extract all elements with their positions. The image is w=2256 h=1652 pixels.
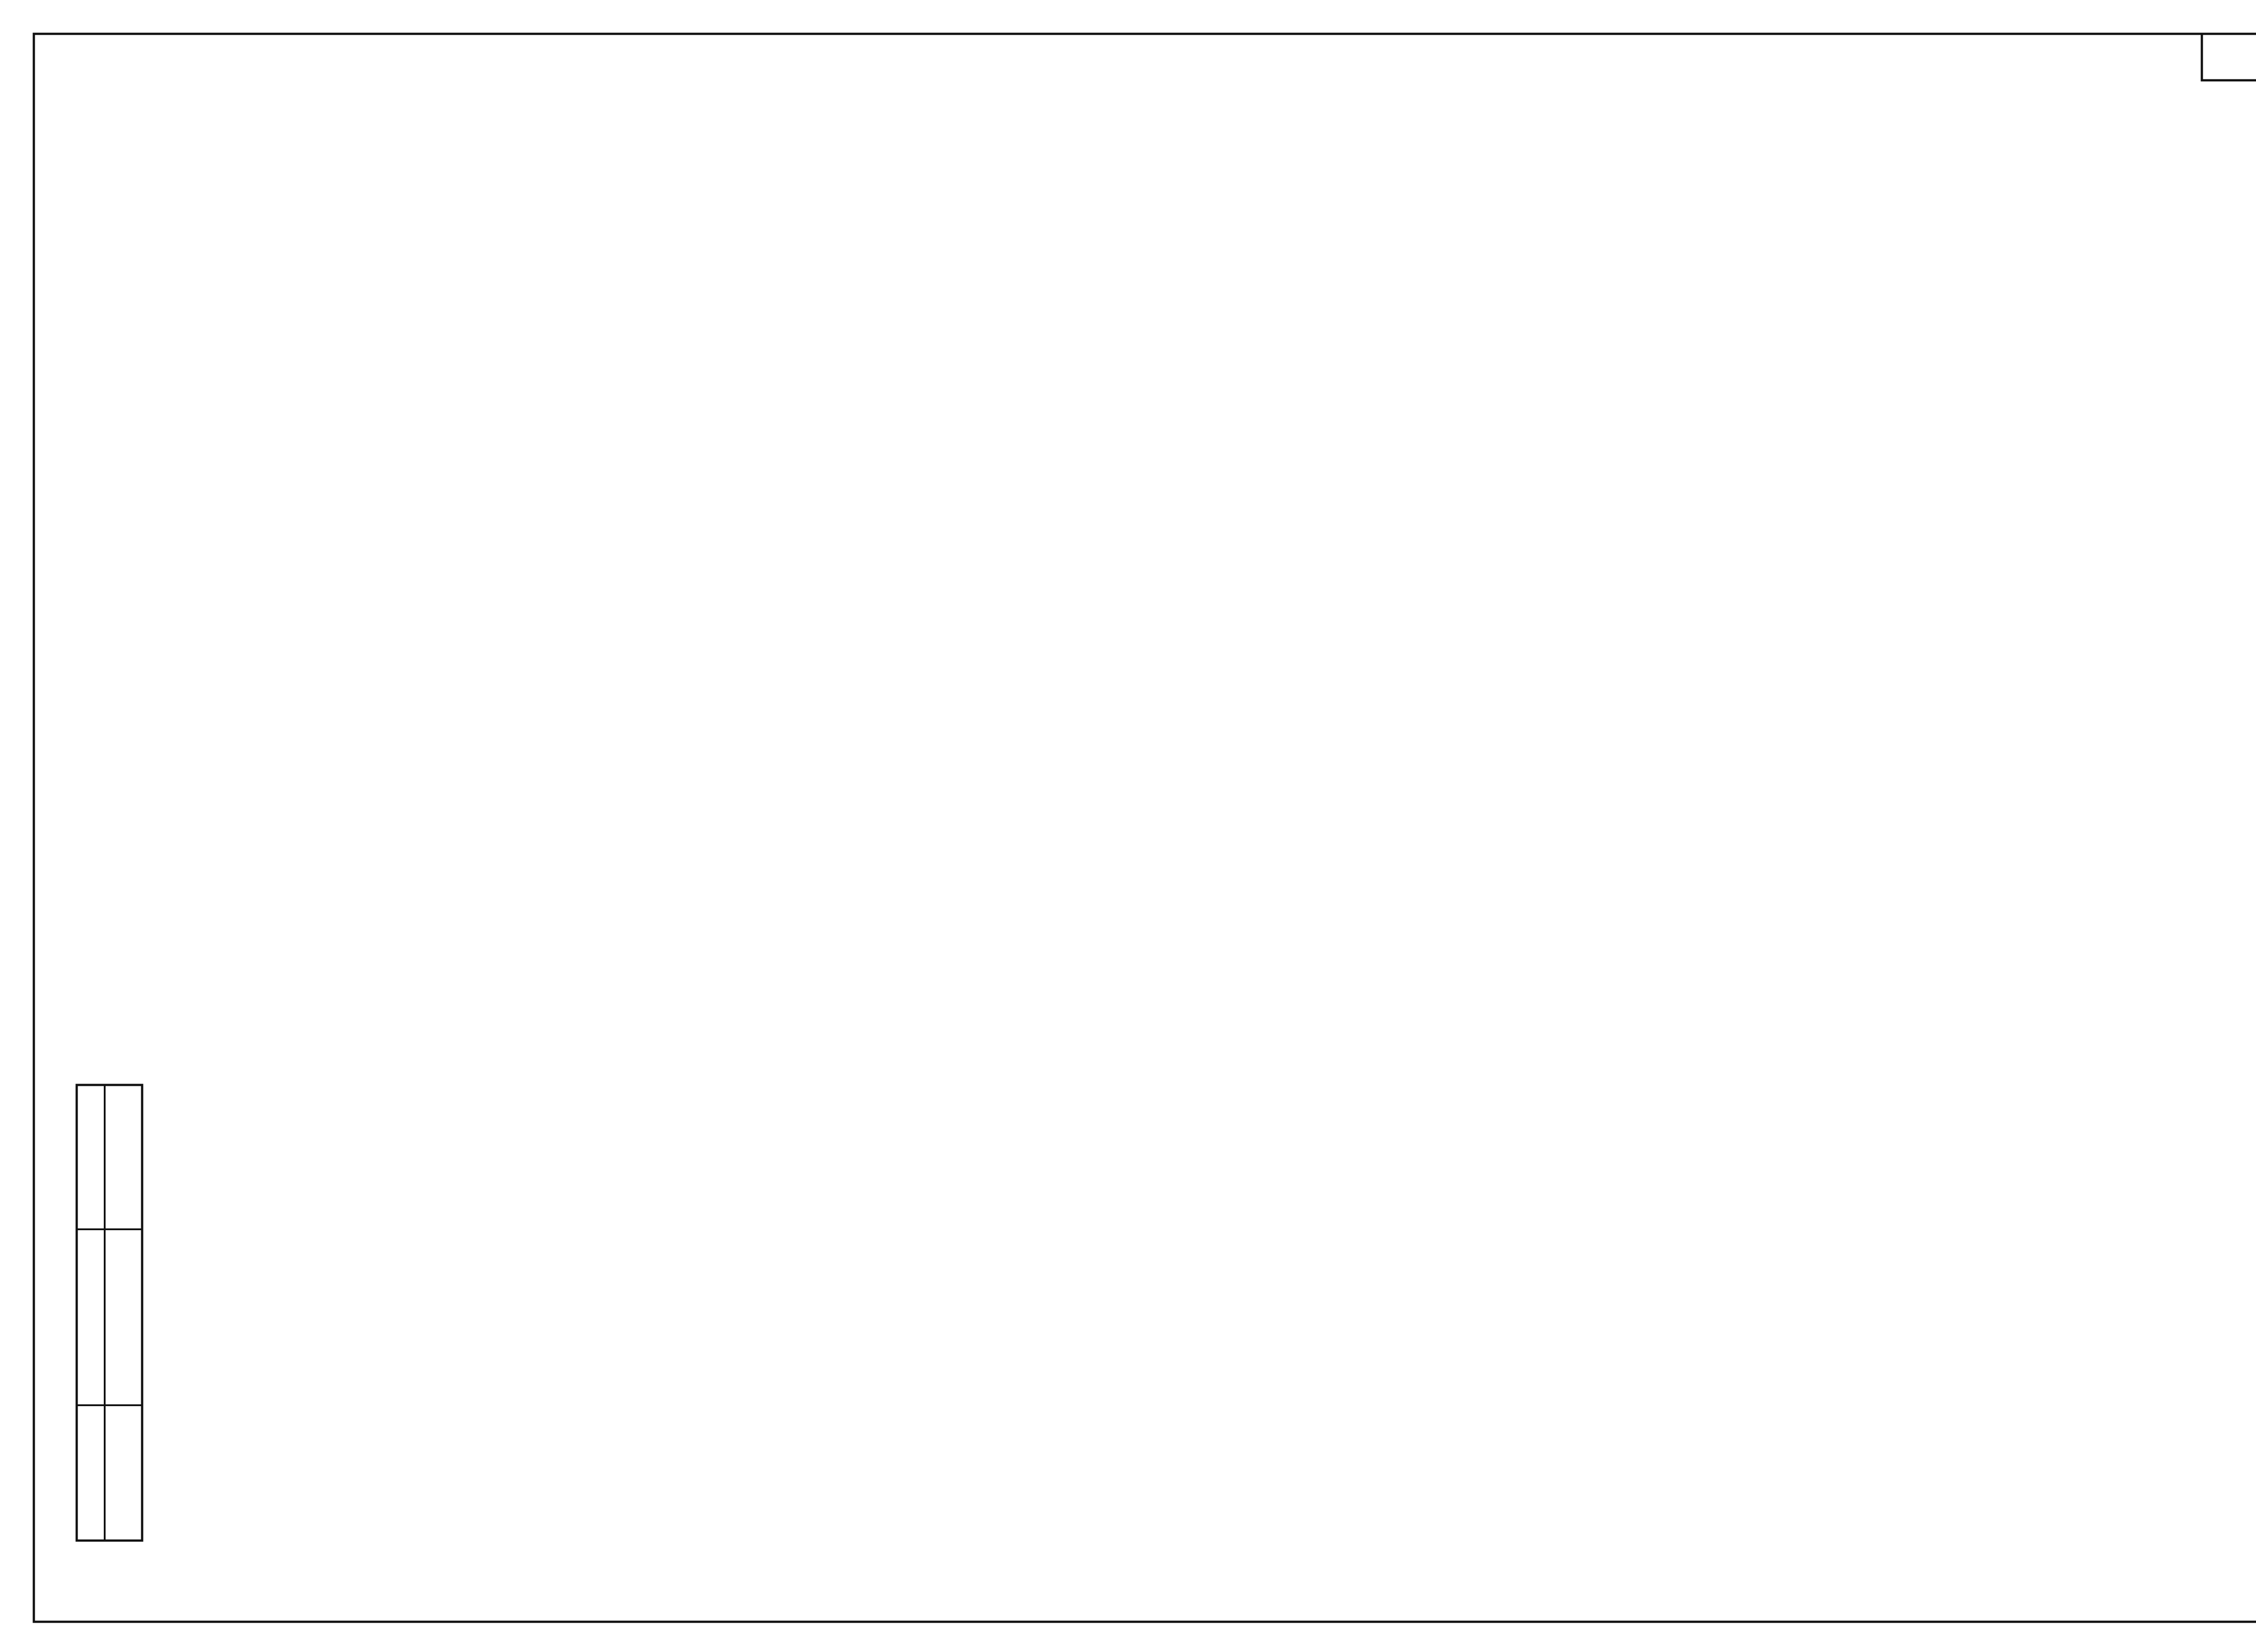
side-strip: [77, 1085, 142, 1541]
sheet-number-box: [2202, 34, 2256, 80]
outer-frame: [34, 34, 2256, 1622]
